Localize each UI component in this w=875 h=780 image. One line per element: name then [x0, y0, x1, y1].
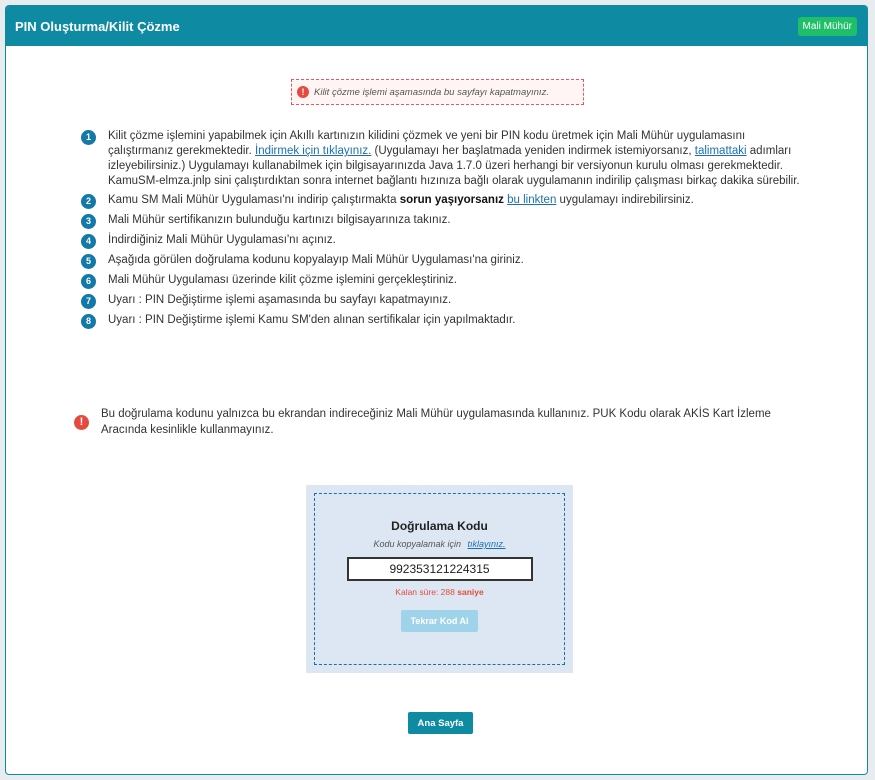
verification-inner — [314, 493, 565, 665]
step-7 — [81, 293, 811, 309]
step-text: Aşağıda görülen doğrulama kodunu kopyalayıp Mali Mühür Uygulaması'na giriniz. — [108, 254, 524, 266]
step-number: 4 — [81, 234, 96, 249]
step-text: Uyarı : PIN Değiştirme işlemi aşamasında bu sayfayı kapatmayınız. — [108, 294, 452, 306]
warning-text: Kilit çözme işlemi aşamasında bu sayfayı kapatmayınız. — [314, 86, 549, 98]
step-6 — [81, 273, 811, 289]
remaining-value: 288 — [440, 587, 455, 597]
step-text: Kilit çözme işlemini yapabilmek için Akıllı kartınızın kilidini çözmek ve yeni bir PIN kodu üretmek için Mali Mühür uygulamasını çalıştırmanız gerekmektedir. — [108, 130, 746, 157]
usage-note — [74, 406, 809, 438]
step-text: uygulamayı indirebilirsiniz. — [559, 194, 694, 206]
step-text: adımları izleyebilirsiniz.) Uygulamayı kullanabilmek için bilgisayarınızda Java 1.7.0 üzeri herhangi bir versiyonun kurulu olması gerekmektedir. KamuSM-elmza.jnlp sini çalıştırdıktan sonra internet bağlantı hızınıza bağlı olarak uygulamanın indirilip çalışması birkaç dakika sürebilir. — [108, 145, 800, 187]
step-3 — [81, 213, 811, 229]
home-button[interactable]: Ana Sayfa — [408, 712, 473, 734]
verification-card — [306, 485, 573, 673]
verification-title: Doğrulama Kodu — [391, 519, 488, 533]
alert-icon: ! — [297, 86, 309, 98]
step-number: 5 — [81, 254, 96, 269]
step-text: Mali Mühür sertifikanızın bulunduğu kartınızı bilgisayarınıza takınız. — [108, 214, 451, 226]
step-2 — [81, 193, 811, 209]
instruction-list — [81, 129, 811, 333]
pin-panel — [5, 5, 868, 775]
copy-line — [373, 539, 505, 549]
instructions-link[interactable]: talimattaki — [694, 145, 747, 157]
remaining-label: Kalan süre: — [395, 587, 439, 597]
remaining-time — [395, 587, 483, 597]
verification-code-field[interactable] — [347, 557, 533, 581]
step-number: 6 — [81, 274, 96, 289]
panel-header — [6, 6, 867, 46]
step-text: Uyarı : PIN Değiştirme işlemi Kamu SM'den alınan sertifikalar için yapılmaktadır. — [108, 314, 516, 326]
step-5 — [81, 253, 811, 269]
step-8 — [81, 313, 811, 329]
step-bold-text: sorun yaşıyorsanız — [399, 194, 504, 206]
step-number: 3 — [81, 214, 96, 229]
retry-code-button[interactable]: Tekrar Kod Al — [401, 610, 478, 632]
step-number: 2 — [81, 194, 96, 209]
warning-box — [291, 79, 584, 105]
note-text: Bu doğrulama kodunu yalnızca bu ekrandan indireceğiniz Mali Mühür uygulamasında kullanınız. PUK Kodu olarak AKİS Kart İzleme Aracında kesinlikle kullanmayınız. — [101, 408, 771, 436]
mali-muhur-badge: Mali Mühür — [798, 17, 857, 36]
step-text: (Uygulamayı her başlatmada yeniden indirmek istemiyorsanız, — [374, 145, 692, 157]
page-title: PIN Oluşturma/Kilit Çözme — [15, 18, 180, 34]
remaining-unit: saniye — [457, 587, 484, 597]
alt-download-link[interactable]: bu linkten — [507, 194, 557, 206]
alert-icon: ! — [74, 415, 89, 430]
copy-text: Kodu kopyalamak için — [373, 539, 462, 549]
step-number: 7 — [81, 294, 96, 309]
step-number: 1 — [81, 130, 96, 145]
copy-link[interactable]: tıklayınız. — [467, 539, 506, 549]
step-1 — [81, 129, 811, 189]
step-text: Kamu SM Mali Mühür Uygulaması'nı indirip çalıştırmakta — [108, 194, 397, 206]
step-text: Mali Mühür Uygulaması üzerinde kilit çözme işlemini gerçekleştiriniz. — [108, 274, 457, 286]
step-number: 8 — [81, 314, 96, 329]
download-link[interactable]: İndirmek için tıklayınız. — [255, 145, 372, 157]
step-4 — [81, 233, 811, 249]
step-text: İndirdiğiniz Mali Mühür Uygulaması'nı açınız. — [108, 234, 336, 246]
